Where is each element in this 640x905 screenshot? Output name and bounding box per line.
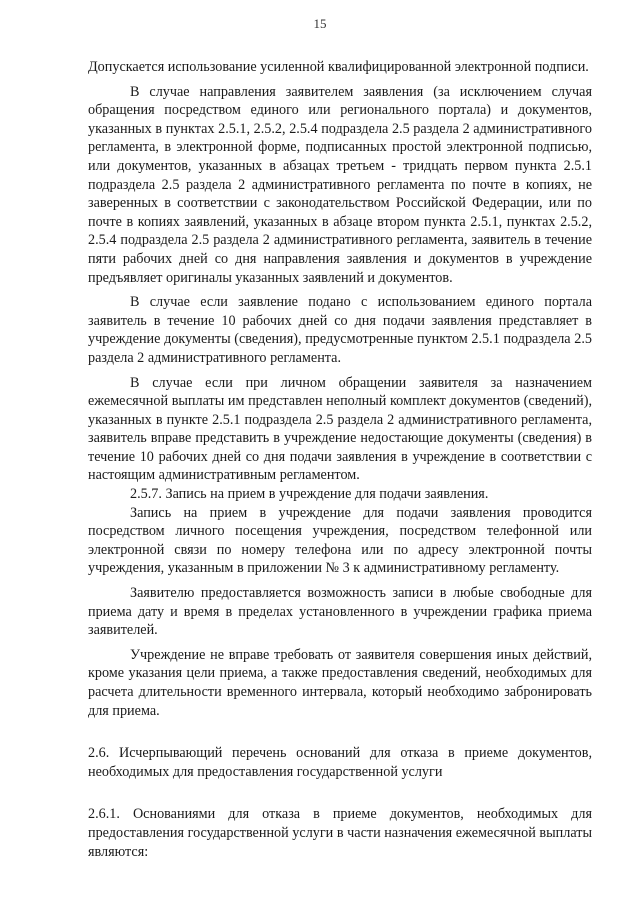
page-number: 15	[313, 16, 327, 31]
paragraph-appointment-time: Заявителю предоставляется возможность записи в любые свободные для приема дату и время в пределах установленного в учреждении графика приема заявителей.	[88, 585, 592, 639]
paragraph-no-extra-actions: Учреждение не вправе требовать от заявителя совершения иных действий, кроме указания цели приема, а также предоставления сведений, необходимых для расчета длительности временного интервала, который необходимо забронировать для приема.	[88, 646, 592, 719]
paragraph-signature: Допускается использование усиленной квалифицированной электронной подписи.	[88, 59, 589, 75]
section-heading-2-6: 2.6. Исчерпывающий перечень оснований для отказа в приеме документов, необходимых для предоставления государственной услуги	[88, 745, 592, 780]
document-body	[88, 58, 592, 861]
section-heading-2-5-7: 2.5.7. Запись на прием в учреждение для подачи заявления.	[130, 486, 489, 503]
paragraph-originals: В случае направления заявителем заявления (за исключением случая обращения посредством единого или регионального портала) и документов, указанных в пунктах 2.5.1, 2.5.2, 2.5.4 подраздела 2.5 раздела 2 административного регламента, в электронной форме, подписанных простой электронной подписью, или документов, указанных в абзацах третьем - тридцать первом пункта 2.5.1 подраздела 2.5 раздела 2 административного регламента по почте в копиях, не заверенных в соответствии с законодательством Российской Федерации, или по почте в копиях заявлений, указанных в абзаце втором пункта 2.5.1, пунктах 2.5.2, 2.5.4 подраздела 2.5 раздела 2 административного регламента, заявитель в течение пяти рабочих дней со дня направления заявления и документов в учреждение предъявляет оригиналы указанных заявлений и документов.	[88, 83, 592, 286]
paragraph-incomplete-set: В случае если при личном обращении заявителя за назначением ежемесячной выплаты им представлен неполный комплект документов (сведений), указанных в пункте 2.5.1 подраздела 2.5 раздела 2 административного регламента, заявитель вправе представить в учреждение недостающие документы (сведения) в течение 10 рабочих дней со дня подачи заявления в учреждение в соответствии с настоящим административным регламентом.	[88, 374, 592, 484]
paragraph-single-portal: В случае если заявление подано с использованием единого портала заявитель в течение 10 рабочих дней со дня подачи заявления представляет в учреждение документы (сведения), предусмотренные пунктом 2.5.1 подраздела 2.5 раздела 2 административного регламента.	[88, 294, 592, 366]
paragraph-2-6-1: 2.6.1. Основаниями для отказа в приеме документов, необходимых для предоставления государственной услуги в части назначения ежемесячной выплаты являются:	[88, 806, 592, 860]
paragraph-appointment-methods: Запись на прием в учреждение для подачи заявления проводится посредством личного посещения учреждения, посредством телефонной или электронной связи по номеру телефона или по адресу электронной почты учреждения, указанным в приложении № 3 к административному регламенту.	[88, 504, 592, 577]
